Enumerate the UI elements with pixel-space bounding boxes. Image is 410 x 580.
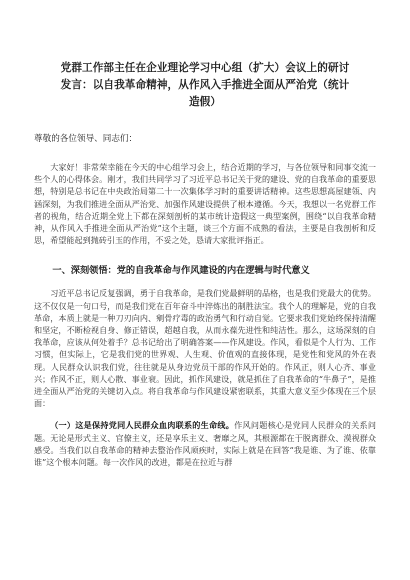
document-title <box>34 60 376 111</box>
subsection-1-paragraph <box>34 419 376 468</box>
subsection-1-lead: （一）这是保持党同人民群众血肉联系的生命线。 <box>50 420 235 431</box>
section-1-paragraph: 习近平总书记反复强调，勇于自我革命，是我们党最鲜明的品格，也是我们党最大的优势。这不仅仅是一句口号，而是我们党在百年奋斗中淬炼出的制胜法宝。我个人的理解是，党的自我革命，本质上就是一种刀刃向内、剜骨疗毒的政治勇气和行动自觉。它要求我们党始终保持清醒和坚定，不断检视自身、修正错误，超越自我，从而永葆先进性和纯洁性。那么，这场深刻的自我革命，应该从何处着手？总书记给出了明确答案——作风建设。作风，看似是个人行为、工作习惯，但实际上，它是我们党的世界观、人生观、价值观的直接体现，是党性和党风的外在表现。人民群众认识我们党，往往就是从身边党员干部的作风开始的。作风正，则人心齐、事业兴；作风不正，则人心散、事业衰。因此，抓作风建设，就是抓住了自我革命的“牛鼻子”，是推进全面从严治党的关键切入点。将自我革命与作风建设紧密联系，其重大意义至少体现在三个层面： <box>34 288 376 409</box>
section-heading-1: 一、深刻领悟：党的自我革命与作风建设的内在逻辑与时代意义 <box>52 265 310 277</box>
title-line-2: 发言：以自我革命精神，从作风入手推进全面从严治党（统计 <box>60 79 350 91</box>
title-line-3: 造假） <box>188 96 222 108</box>
intro-paragraph: 大家好！非常荣幸能在今天的中心组学习会上，结合近期的学习，与各位领导和同事交流一些个人的心得体会。刚才，我们共同学习了习近平总书记关于党的建设、党的自我革命的重要思想，特别是总书记在中央政治局第二十一次集体学习时的重要讲话精神。这些思想高屋建瓴、内涵深刻，为我们推进全面从严治党、加强作风建设提供了根本遵循。今天，我想以一名党群工作者的视角，结合近期全党上下都在深刻剖析的某市统计造假这一典型案例，围绕“以自我革命精神，从作风入手推进全面从严治党”这个主题，谈三个方面不成熟的看法，主要是自我剖析和反思，希望能起到抛砖引玉的作用，不妥之处，恳请大家批评指正。 <box>34 162 376 246</box>
title-line-1: 党群工作部主任在企业理论学习中心组（扩大）会议上的研讨 <box>60 62 350 74</box>
subsection-1-text: 作风问题核心是党同人民群众的关系问题。无论是形式主义、官僚主义，还是享乐主义、奢靡之风，其根源都在于脱离群众、漠视群众感受。当我们以自我革命的精神去整治作风顽疾时，实际上就是在回答“我是谁、为了谁、依靠谁”这个根本问题。每一次作风的改进，都是在拉近与群 <box>34 420 376 468</box>
greeting: 尊敬的各位领导、同志们： <box>34 134 138 144</box>
